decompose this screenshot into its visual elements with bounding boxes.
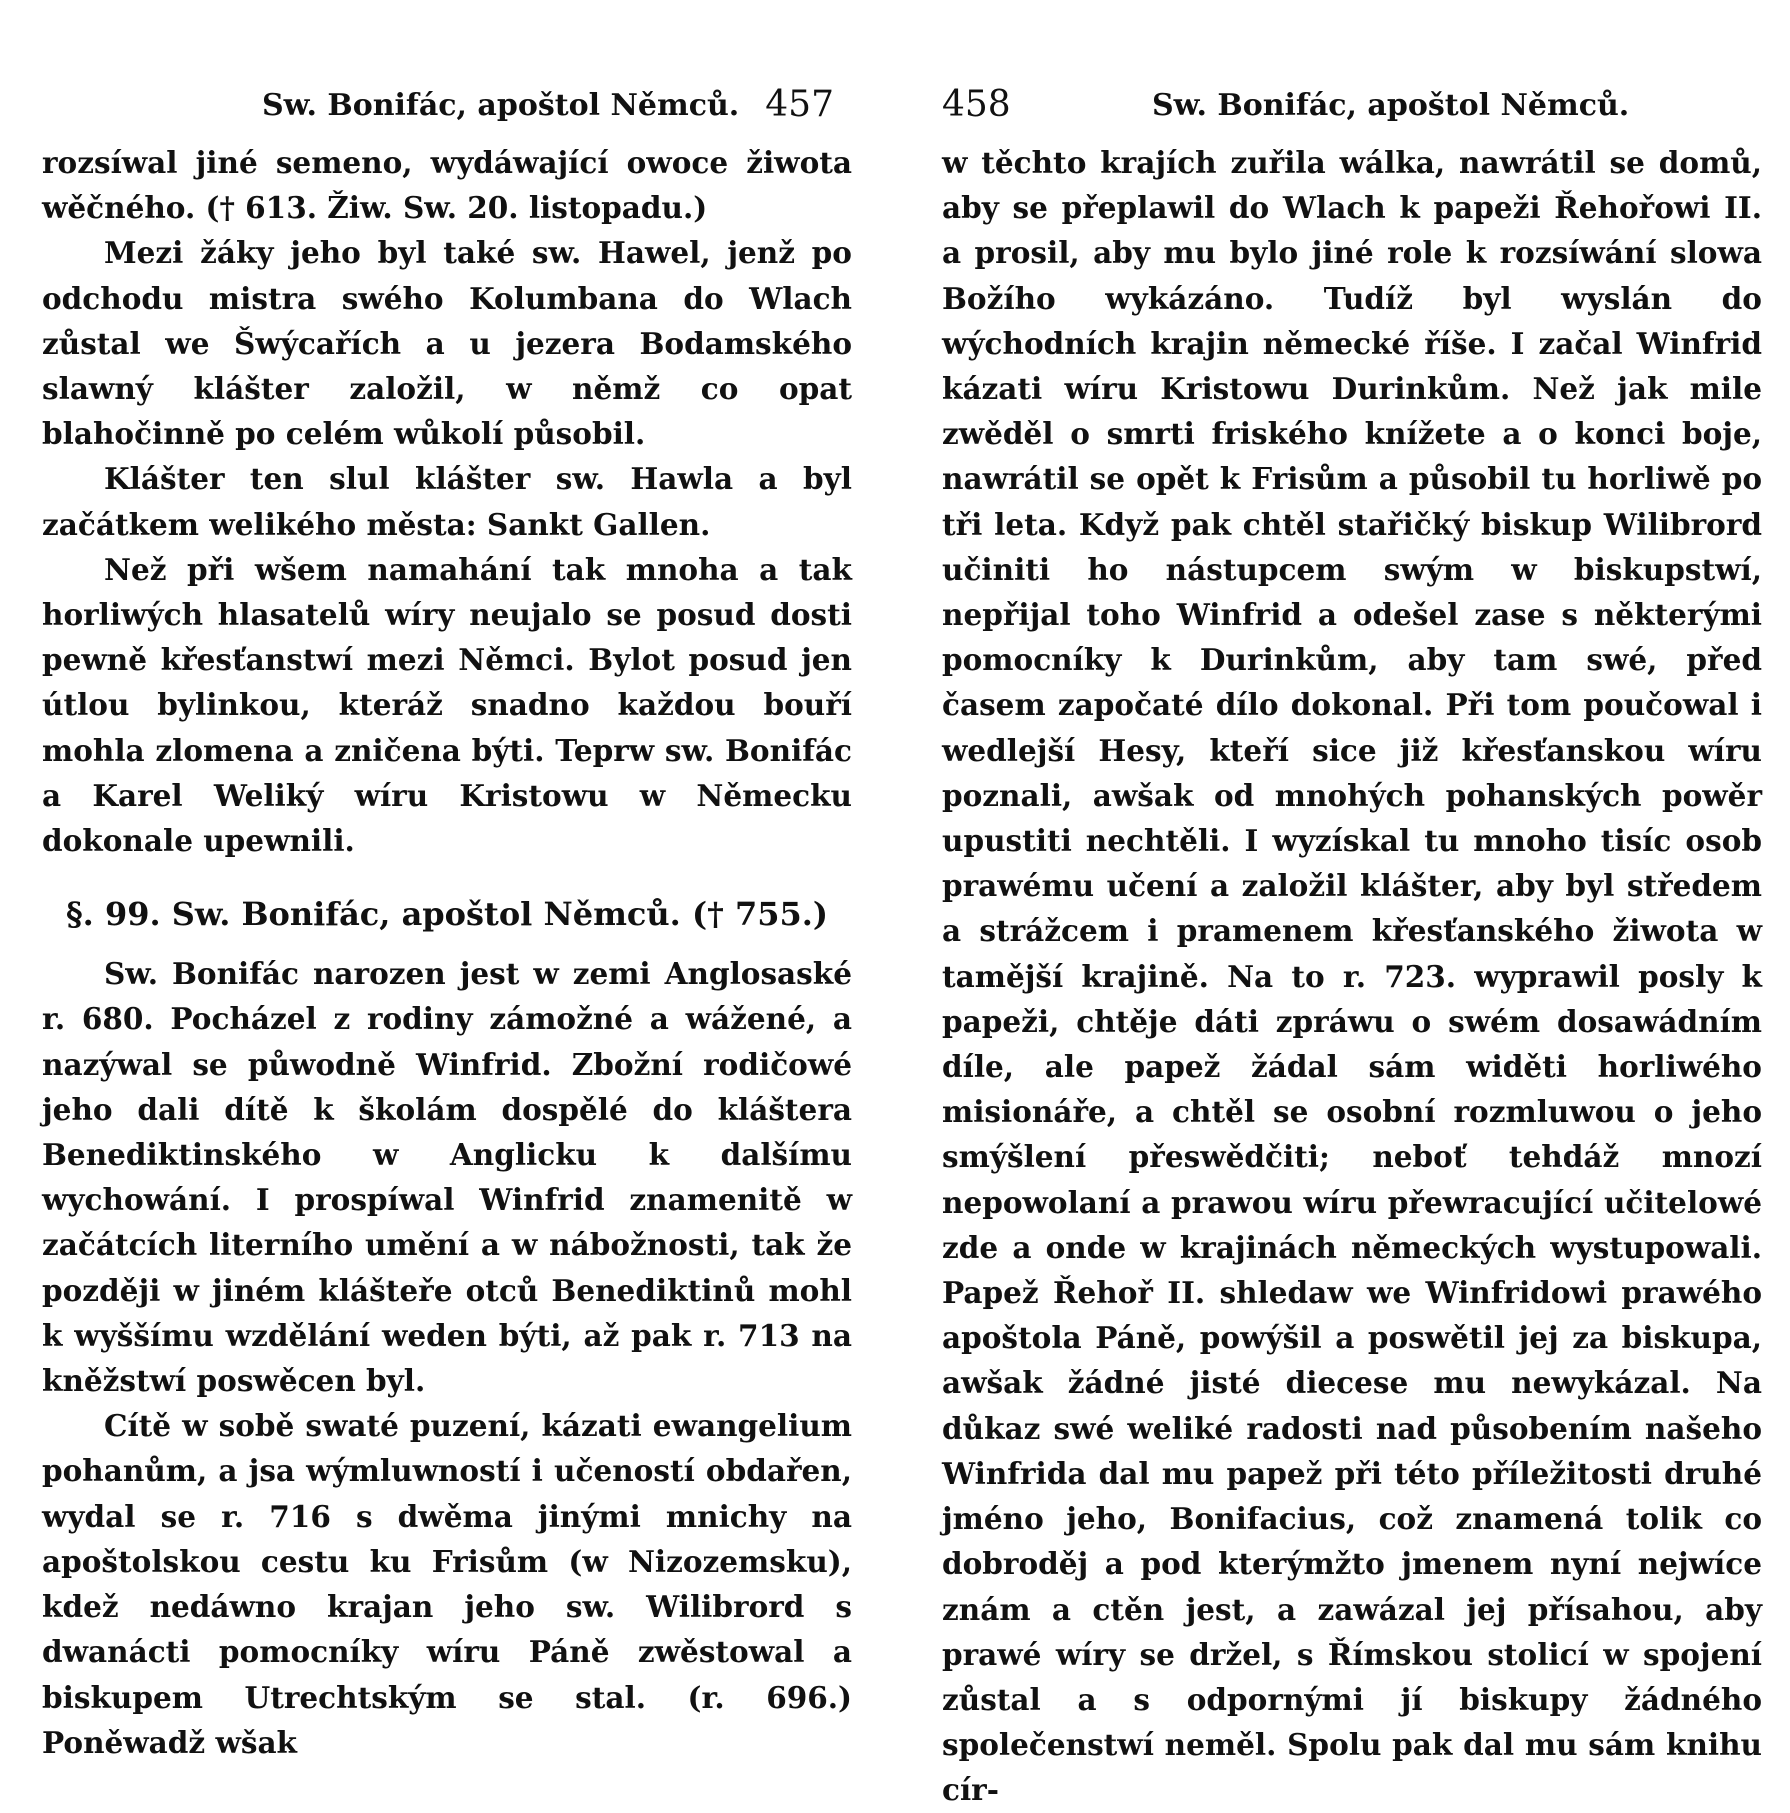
right-page: [942, 70, 1762, 1808]
paragraph: w těchto krajích zuřila wálka, nawrátil se domů, aby se přeplawil do Wlach k papeži Řehořowi II. a prosil, aby mu bylo jiné role k rozsíwání slowa Božího wykázáno. Tudíž byl wyslán do wýchodních krajin německé říše. I začal Winfrid kázati wíru Kristowu Durinkům. Než jak mile zwěděl o smrti friského knížete a o konci boje, nawrátil se opět k Frisům a působil tu horliwě po tři leta. Když pak chtěl stařičký biskup Wilibrord učiniti ho nástupcem swým w biskupstwí, nepřijal toho Winfrid a odešel zase s některými pomocníky k Durinkům, aby tam swé, před časem započaté dílo dokonal. Při tom poučowal i wedlejší Hesy, kteří sice již křesťanskou wíru poznali, awšak od mnohých pohanských powěr upustiti nechtěli. I wyzískal tu mnoho tisíc osob prawému učení a založil klášter, aby byl středem a strážcem i pramenem křesťanského žiwota w tamější krajině. Na to r. 723. wyprawil posly k papeži, chtěje dáti zpráwu o swém dosawádním díle, ale papež žádal sám widěti horliwého misionáře, a chtěl se osobní rozmluwou o jeho smýšlení přeswědčiti; neboť tehdáž mnozí nepowolaní a prawou wíru přewracující učitelowé zde a onde w krajinách německých wystupowali. Papež Řehoř II. shledaw we Winfridowi prawého apoštola Páně, powýšil a poswětil jej za biskupa, awšak žádné jisté diecese mu newykázal. Na důkaz swé weliké radosti nad působením našeho Winfrida dal mu papež při této příležitosti druhé jméno jeho, Bonifacius, což znamená tolik co dobroděj a pod kterýmžto jmenem nyní nejwíce znám a ctěn jest, a zawázal jej přísahou, aby prawé wíry se držel, s Římskou stolicí w spojení zůstal a s odpornými jí biskupy žádného společenstwí neměl. Spolu pak dal mu sám knihu cír-: [942, 145, 1762, 1808]
section-heading: §. 99. Sw. Bonifác, apoštol Němců. († 755.): [65, 895, 829, 934]
paragraph: Klášter ten slul klášter sw. Hawla a byl začátkem welikého města: Sankt Gallen.: [42, 461, 852, 542]
paragraph: Sw. Bonifác narozen jest w zemi Anglosaské r. 680. Pocházel z rodiny zámožné a wážené, a nazýwal se půwodně Winfrid. Zbožní rodičowé jeho dali dítě k školám dospělé do kláštera Benediktinského w Anglicku k dalšímu wychowání. I prospíwal Winfrid znamenitě w začátcích literního umění a w nábožnosti, tak že později w jiném klášteře otců Benediktinů mohl k wyššímu wzdělání weden býti, až pak r. 713 na kněžstwí poswěcen byl.: [42, 956, 852, 1399]
left-running-head: [42, 70, 852, 140]
left-page-number: 457: [765, 84, 834, 125]
right-page-number: 458: [942, 84, 1011, 125]
paragraph: Cítě w sobě swaté puzení, kázati ewangelium pohanům, a jsa wýmluwností i učeností obdařen, wydal se r. 716 s dwěma jinými mnichy na apoštolskou cestu ku Frisům (w Nizozemsku), kdež nedáwno krajan jeho sw. Wilibrord s dwanácti pomocníky wíru Páně zwěstowal a biskupem Utrechtským se stal. (r. 696.) Poněwadž wšak: [42, 1408, 852, 1760]
paragraph: rozsíwal jiné semeno, wydáwající owoce žiwota wěčného. († 613. Žiw. Sw. 20. listopadu.): [42, 145, 852, 226]
left-head-title: Sw. Bonifác, apoštol Němců.: [262, 88, 740, 123]
left-page: [42, 70, 852, 1760]
right-running-head: [942, 70, 1762, 140]
left-text-block: [42, 140, 852, 1765]
paragraph: Mezi žáky jeho byl také sw. Hawel, jenž po odchodu mistra swého Kolumbana do Wlach zůstal we Šwýcařích a u jezera Bodamského slawný klášter založil, w němž co opat blahočinně po celém wůkolí působil.: [42, 235, 852, 452]
right-text-block: [942, 140, 1762, 1813]
paragraph: Než při wšem namahání tak mnoha a tak horliwých hlasatelů wíry neujalo se posud dosti pewně křesťanstwí mezi Němci. Bylot posud jen útlou bylinkou, kteráž snadno každou bouří mohla zlomena a zničena býti. Teprw sw. Bonifác a Karel Weliký wíru Kristowu w Německu dokonale upewnili.: [42, 551, 852, 859]
right-head-title: Sw. Bonifác, apoštol Němců.: [1152, 88, 1630, 123]
